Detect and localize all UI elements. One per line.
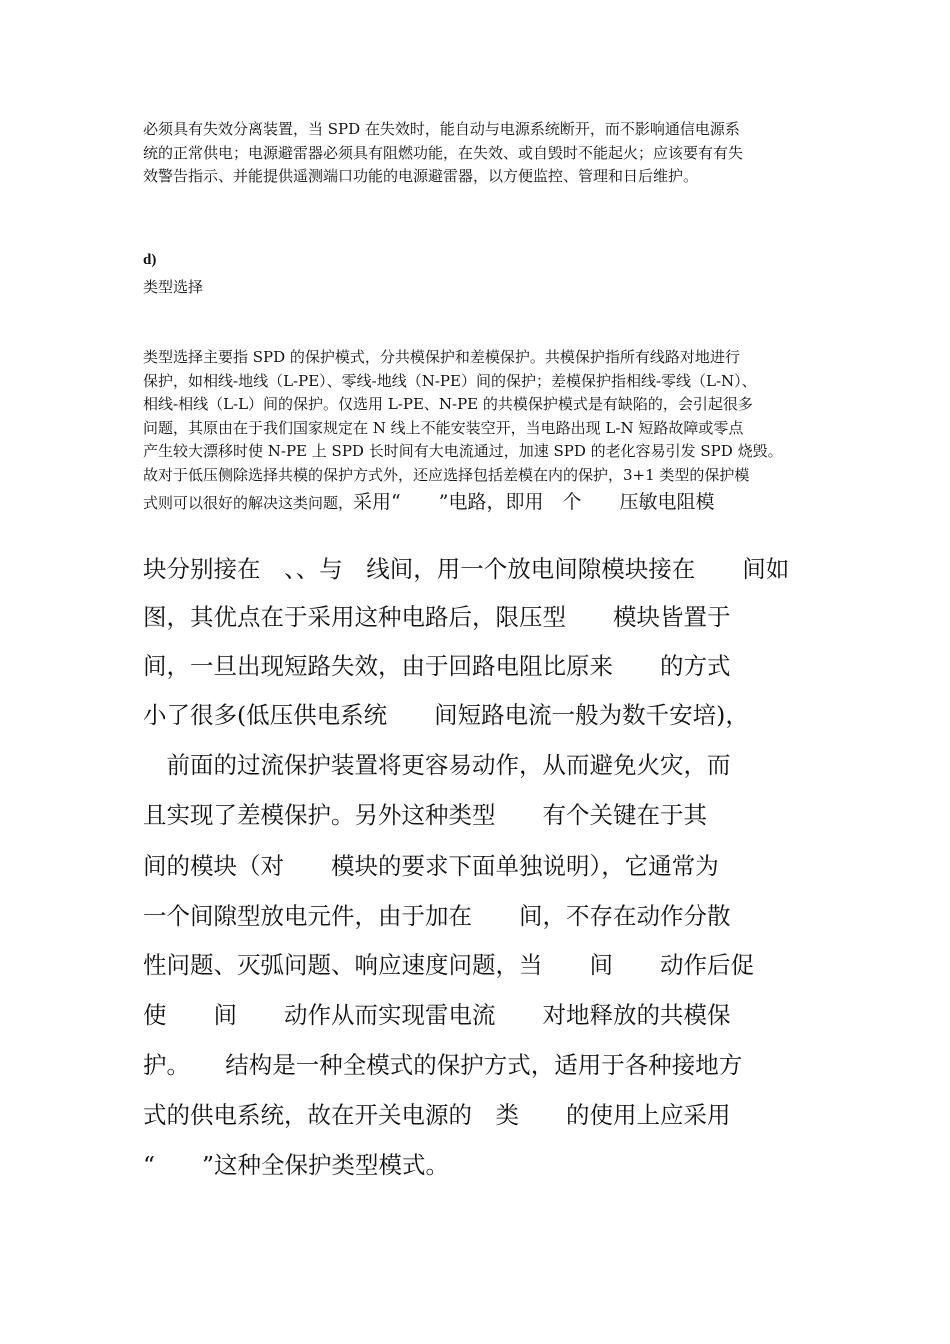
text-line: 块分别接在 、、与 线间，用一个放电间隙模块接在 间如: [143, 555, 790, 583]
text-line: 间的模块（对 模块的要求下面单独说明），它通常为: [143, 852, 719, 880]
text-line: 护。 结构是一种全模式的保护方式，适用于各种接地方: [143, 1051, 743, 1079]
text-line: 图，其优点在于采用这种电路后，限压型 模块皆置于: [143, 603, 731, 631]
text-fragment: 采用“ ”电路，即用 个 压敏电阻模: [353, 491, 715, 513]
text-line: 必须具有失效分离装置，当 SPD 在失效时，能自动与电源系统断开，而不影响通信电源系: [143, 120, 740, 138]
paragraph-type-selection: [143, 346, 813, 516]
text-line: 一个间隙型放电元件，由于加在 间，不存在动作分散: [143, 902, 731, 930]
text-line: 类型选择主要指 SPD 的保护模式，分共模保护和差模保护。共模保护指所有线路对地进行: [143, 348, 740, 366]
text-line: 故对于低压侧除选择共模的保护方式外，还应选择包括差模在内的保护，3+1 类型的保护模: [143, 465, 750, 484]
text-line: 使 间 动作从而实现雷电流 对地释放的共模保: [143, 1001, 731, 1029]
text-line: 且实现了差模保护。另外这种类型 有个关键在于其: [143, 801, 707, 829]
text-line: 产生较大漂移时使 N-PE 上 SPD 长时间有大电流通过，加速 SPD 的老化容易引发 SPD 烧毁。: [143, 442, 783, 460]
text-line: 保护，如相线-地线（L-PE）、零线-地线（N-PE）间的保护；差模保护指相线-零线（L-N）、: [143, 371, 757, 390]
text-line: “ ”这种全保护类型模式。: [143, 1151, 450, 1179]
paragraph-spd-requirements: [143, 118, 813, 189]
text-line: 效警告指示、并能提供遥测端口功能的电源避雷器，以方便监控、管理和日后维护。: [143, 167, 699, 185]
section-letter: d): [143, 252, 157, 268]
text-line: 性问题、灭弧问题、响应速度问题，当 间 动作后促: [143, 951, 754, 979]
text-line: 相线-相线（L-L）间的保护。仅选用 L-PE、N-PE 的共模保护模式是有缺陷的，会引起很多: [143, 395, 753, 413]
text-line-mixed: [143, 491, 813, 516]
text-line: 前面的过流保护装置将更容易动作，从而避免火灾，而: [143, 751, 731, 779]
text-line: 统的正常供电；电源避雷器必须具有阻燃功能，在失效、或自毁时不能起火；应该要有有失: [143, 143, 744, 162]
section-title: 类型选择: [143, 278, 204, 296]
text-line: 小了很多(低压供电系统 间短路电流一般为数千安培)，: [143, 701, 749, 729]
text-line: 间，一旦出现短路失效，由于回路电阻比原来 的方式: [143, 652, 731, 680]
text-fragment: 式则可以很好的解决这类问题，: [143, 494, 354, 512]
text-line: 问题，其原由在于我们国家规定在 N 线上不能安装空开，当电路出现 L-N 短路故障或零点: [143, 418, 744, 437]
text-line: 式的供电系统，故在开关电源的 类 的使用上应采用: [143, 1101, 731, 1129]
